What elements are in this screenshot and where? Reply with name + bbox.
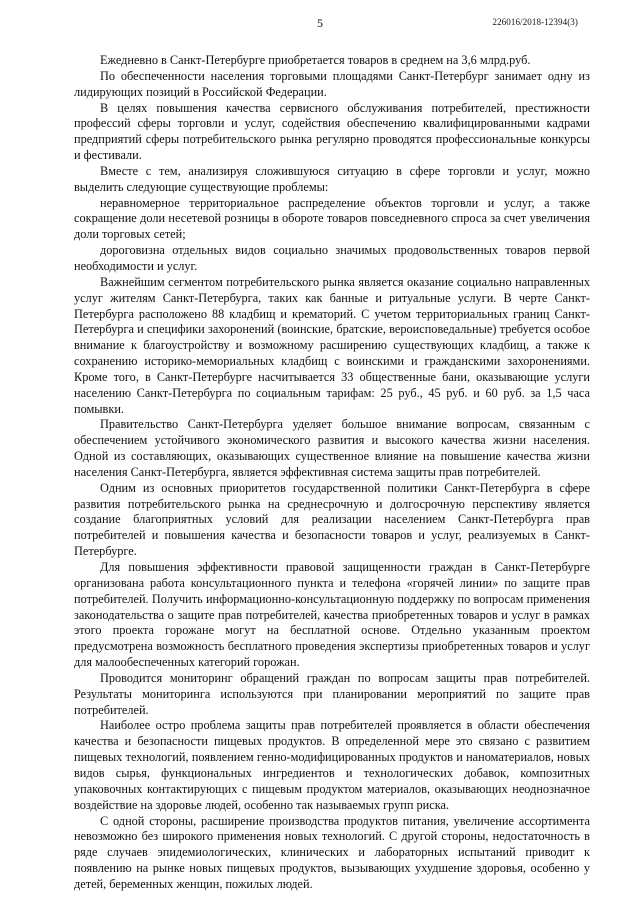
page-number: 5 <box>317 16 323 30</box>
paragraph-monitoring: Проводится мониторинг обращений граждан по вопросам защиты прав потребителей. Результаты мониторинга используются при планировании мероприятий по защите прав потребителей. <box>74 670 590 717</box>
paragraph-professional-contests: В целях повышения качества сервисного обслуживания потребителей, престижности профессий сферы торговли и услуг, содействия обеспечению квалифицированными кадрами предприятий сферы потребительского рынка регулярно проводятся профессиональные конкурсы и фестивали. <box>74 100 590 163</box>
paragraph-government-attention: Правительство Санкт-Петербурга уделяет большое внимание вопросам, связанным с обеспечением устойчивого экономического развития и высокого качества жизни населения. Одной из составляющих, оказывающих существенное влияние на повышение качества жизни населения Санкт-Петербурга, является эффективная система защиты прав потребителей. <box>74 417 590 479</box>
paragraph-problem-prices: дороговизна отдельных видов социально значимых продовольственных товаров первой необходимости и услуг. <box>74 243 590 273</box>
paragraph-policy-priority: Одним из основных приоритетов государственной политики Санкт-Петербурга в сфере развития потребительского рынка на среднесрочную и долгосрочную перспективу является создание благоприятных условий для реализации населением Санкт-Петербурга прав потребителей и повышения качества и безопасности товаров и услуг, реализуемых в Санкт-Петербурге. <box>74 480 590 559</box>
paragraph-food-safety: Наиболее остро проблема защиты прав потребителей проявляется в области обеспечения качества и безопасности пищевых продуктов. В определенной мере это связано с развитием пищевых технологий, появлением генно-модифицированных продуктов и наноматериалов, новых видов сырья, функциональных ингредиентов и технологических добавок, композитных упаковочных контактирующих с пищевым продуктом материалов, оказывающих неоднозначное воздействие на здоровье людей, особенно так называемых групп риска. <box>74 718 590 812</box>
paragraph-trade-volume: Ежедневно в Санкт-Петербурге приобретается товаров в среднем на 3,6 млрд.руб. <box>100 53 531 67</box>
paragraph-problems-intro: Вместе с тем, анализируя сложившуюся ситуацию в сфере торговли и услуг, можно выделить следующие существующие проблемы: <box>74 163 590 194</box>
document-body <box>74 53 590 893</box>
paragraph-social-services: Важнейшим сегментом потребительского рынка является оказание социально направленных услуг жителям Санкт-Петербурга, таких как банные и ритуальные услуги. В черте Санкт-Петербурга расположено 88 кладбищ и крематорий. С учетом территориальных границ Санкт-Петербурга и специфики захоронений (воинские, братские, вероисповедальные) требуется особое внимание к благоустройству и возможному расширению существующих кладбищ, а также к сохранению историко-мемориальных кладбищ с воинскими и гражданскими захоронениями. Кроме того, в Санкт-Петербурге насчитывается 33 общественные бани, оказывающие услуги населению Санкт-Петербурга по социальным тарифам: 25 руб., 45 руб. и 60 руб. за 1,5 часа помывки. <box>74 274 590 416</box>
paragraph-retail-space: По обеспеченности населения торговыми площадями Санкт-Петербург занимает одну из лидирующих позиций в Российской Федерации. <box>74 68 590 99</box>
paragraph-new-technologies: С одной стороны, расширение производства продуктов питания, увеличение ассортимента невозможно без широкого применения новых технологий. С другой стороны, недостаточность в ряде случаев эпидемиологических, клинических и лабораторных испытаний приводит к появлению на рынке новых пищевых продуктов, вызывающих ухудшение здоровья, особенно у детей, беременных женщин, пожилых людей. <box>74 813 590 891</box>
paragraph-consultation-hotline: Для повышения эффективности правовой защищенности граждан в Санкт-Петербурге организована работа консультационного пункта и телефона «горячей линии» по защите прав потребителей. Получить информационно-консультационную поддержку по вопросам применения законодательства о защите прав потребителей, качества приобретенных товаров и услуг в рамках этого проекта горожане могут на бесплатной основе. Отдельно указанным проектом предусмотрена возможность бесплатного проведения экспертизы приобретенных товаров и услуг для малообеспеченных категорий горожан. <box>74 560 590 670</box>
paragraph-problem-distribution: неравномерное территориальное распределение объектов торговли и услуг, а также сокращение доли несетевой розницы в обороте товаров повседневного спроса за счет увеличения доли торговых сетей; <box>74 195 590 242</box>
document-id: 226016/2018-12394(3) <box>492 17 578 27</box>
